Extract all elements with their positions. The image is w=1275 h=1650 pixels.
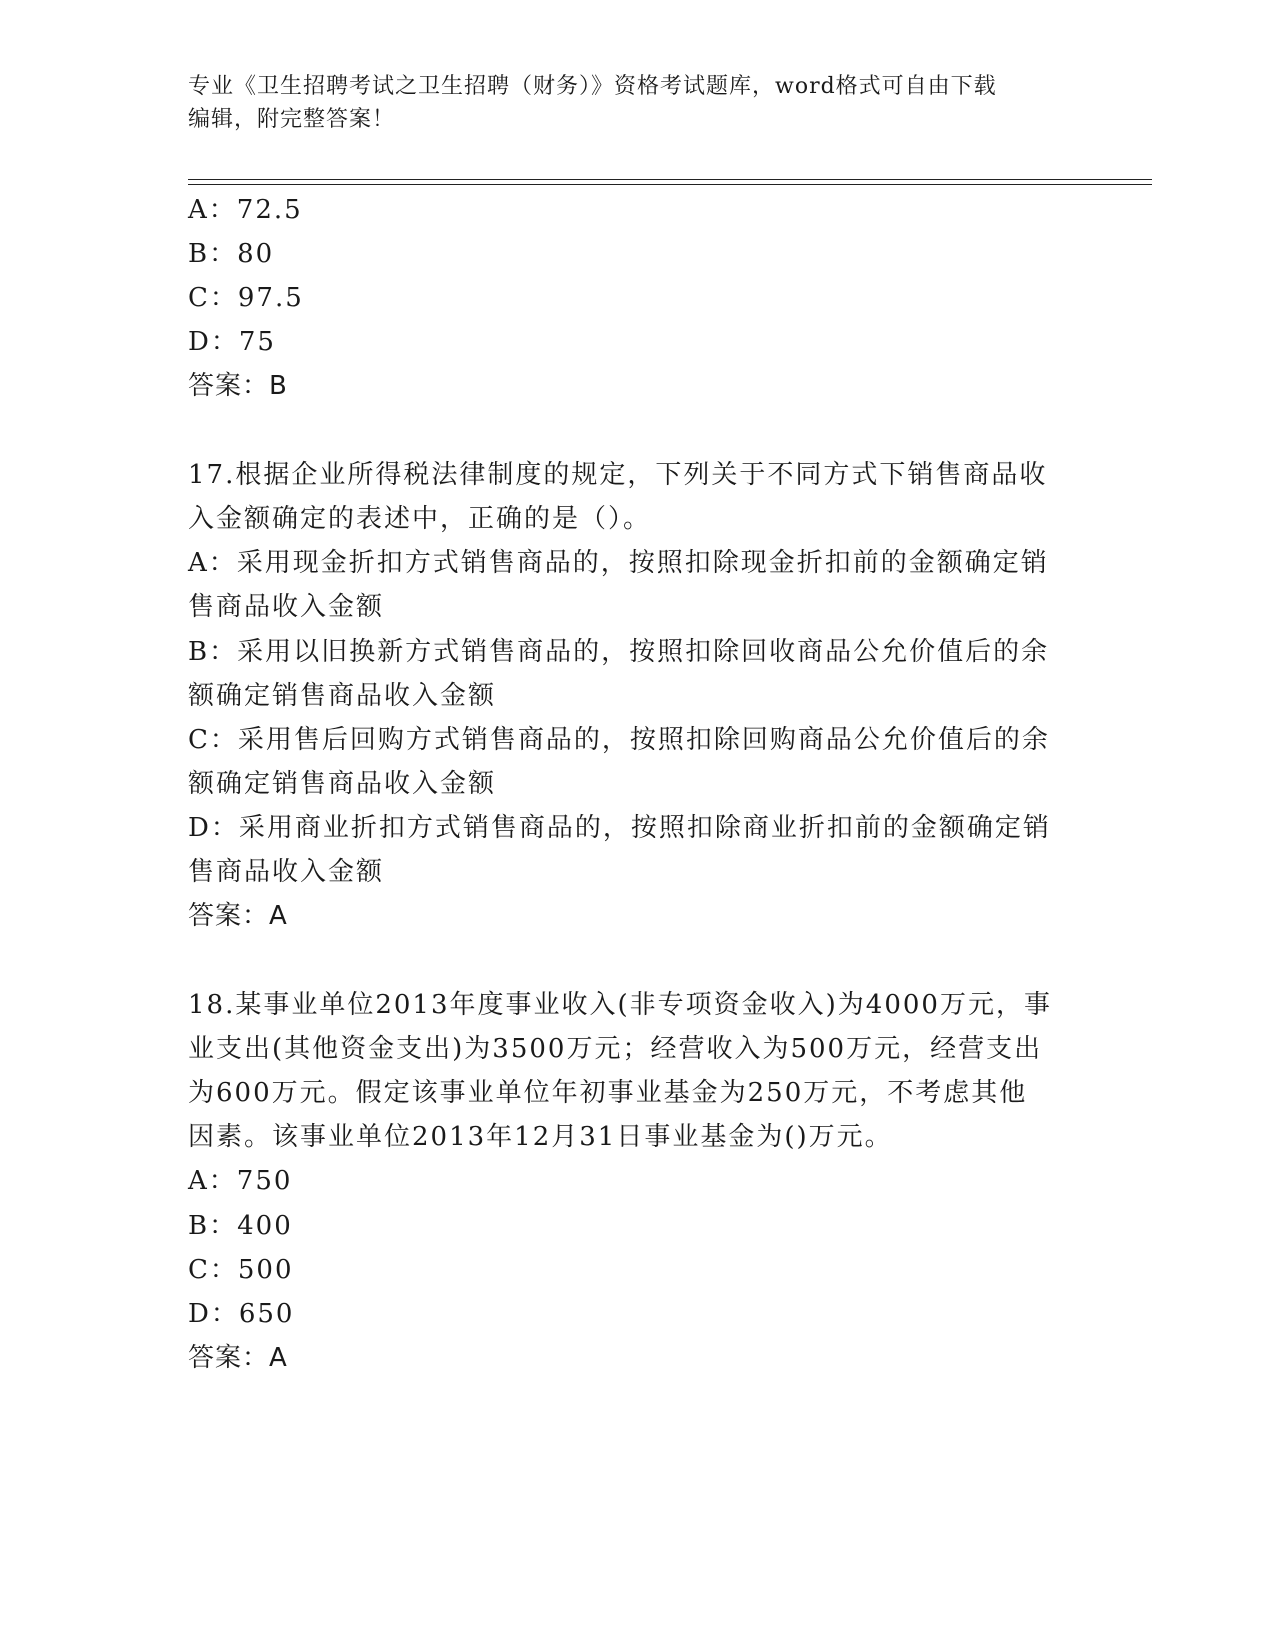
q18-option-c: C：500 xyxy=(188,1255,294,1285)
q17-option-b-line-1: B：采用以旧换新方式销售商品的，按照扣除回收商品公允价值后的余 xyxy=(188,637,1050,667)
header-divider-bottom xyxy=(188,184,1152,185)
q18-stem-line-2: 业支出(其他资金支出)为3500万元；经营收入为500万元，经营支出 xyxy=(188,1034,1043,1064)
q18-stem-line-4: 因素。该事业单位2013年12月31日事业基金为()万元。 xyxy=(188,1122,893,1152)
q17-answer: 答案：A xyxy=(188,901,288,931)
header-line-1: 专业《卫生招聘考试之卫生招聘（财务）》资格考试题库，word格式可自由下载 xyxy=(188,74,997,99)
q16-option-b: B：80 xyxy=(188,239,275,269)
q17-stem-line-2: 入金额确定的表述中，正确的是（）。 xyxy=(188,504,652,534)
q16-option-d: D：75 xyxy=(188,327,276,357)
q18-option-b: B：400 xyxy=(188,1211,293,1241)
q17-option-c-line-2: 额确定销售商品收入金额 xyxy=(188,769,497,799)
header-line-2: 编辑，附完整答案！ xyxy=(188,107,396,132)
q18-option-a: A：750 xyxy=(188,1166,293,1196)
header-divider-top xyxy=(188,179,1152,180)
q18-stem-line-3: 为600万元。假定该事业单位年初事业基金为250万元，不考虑其他 xyxy=(188,1078,1028,1108)
q17-option-c-line-1: C：采用售后回购方式销售商品的，按照扣除回购商品公允价值后的余 xyxy=(188,725,1050,755)
q18-stem-line-1: 18.某事业单位2013年度事业收入(非专项资金收入)为4000万元，事 xyxy=(188,990,1052,1020)
q17-option-b-line-2: 额确定销售商品收入金额 xyxy=(188,681,497,711)
q17-stem-line-1: 17.根据企业所得税法律制度的规定，下列关于不同方式下销售商品收 xyxy=(188,460,1048,490)
q16-option-a: A：72.5 xyxy=(188,195,303,225)
q17-option-d-line-2: 售商品收入金额 xyxy=(188,857,385,887)
q18-answer: 答案：A xyxy=(188,1343,288,1373)
q17-option-a-line-1: A：采用现金折扣方式销售商品的，按照扣除现金折扣前的金额确定销 xyxy=(188,548,1049,578)
q17-option-d-line-1: D：采用商业折扣方式销售商品的，按照扣除商业折扣前的金额确定销 xyxy=(188,813,1051,843)
q16-option-c: C：97.5 xyxy=(188,283,304,313)
q16-answer: 答案：B xyxy=(188,371,288,401)
q18-option-d: D：650 xyxy=(188,1299,295,1329)
q17-option-a-line-2: 售商品收入金额 xyxy=(188,592,385,622)
document-header xyxy=(188,70,1068,136)
